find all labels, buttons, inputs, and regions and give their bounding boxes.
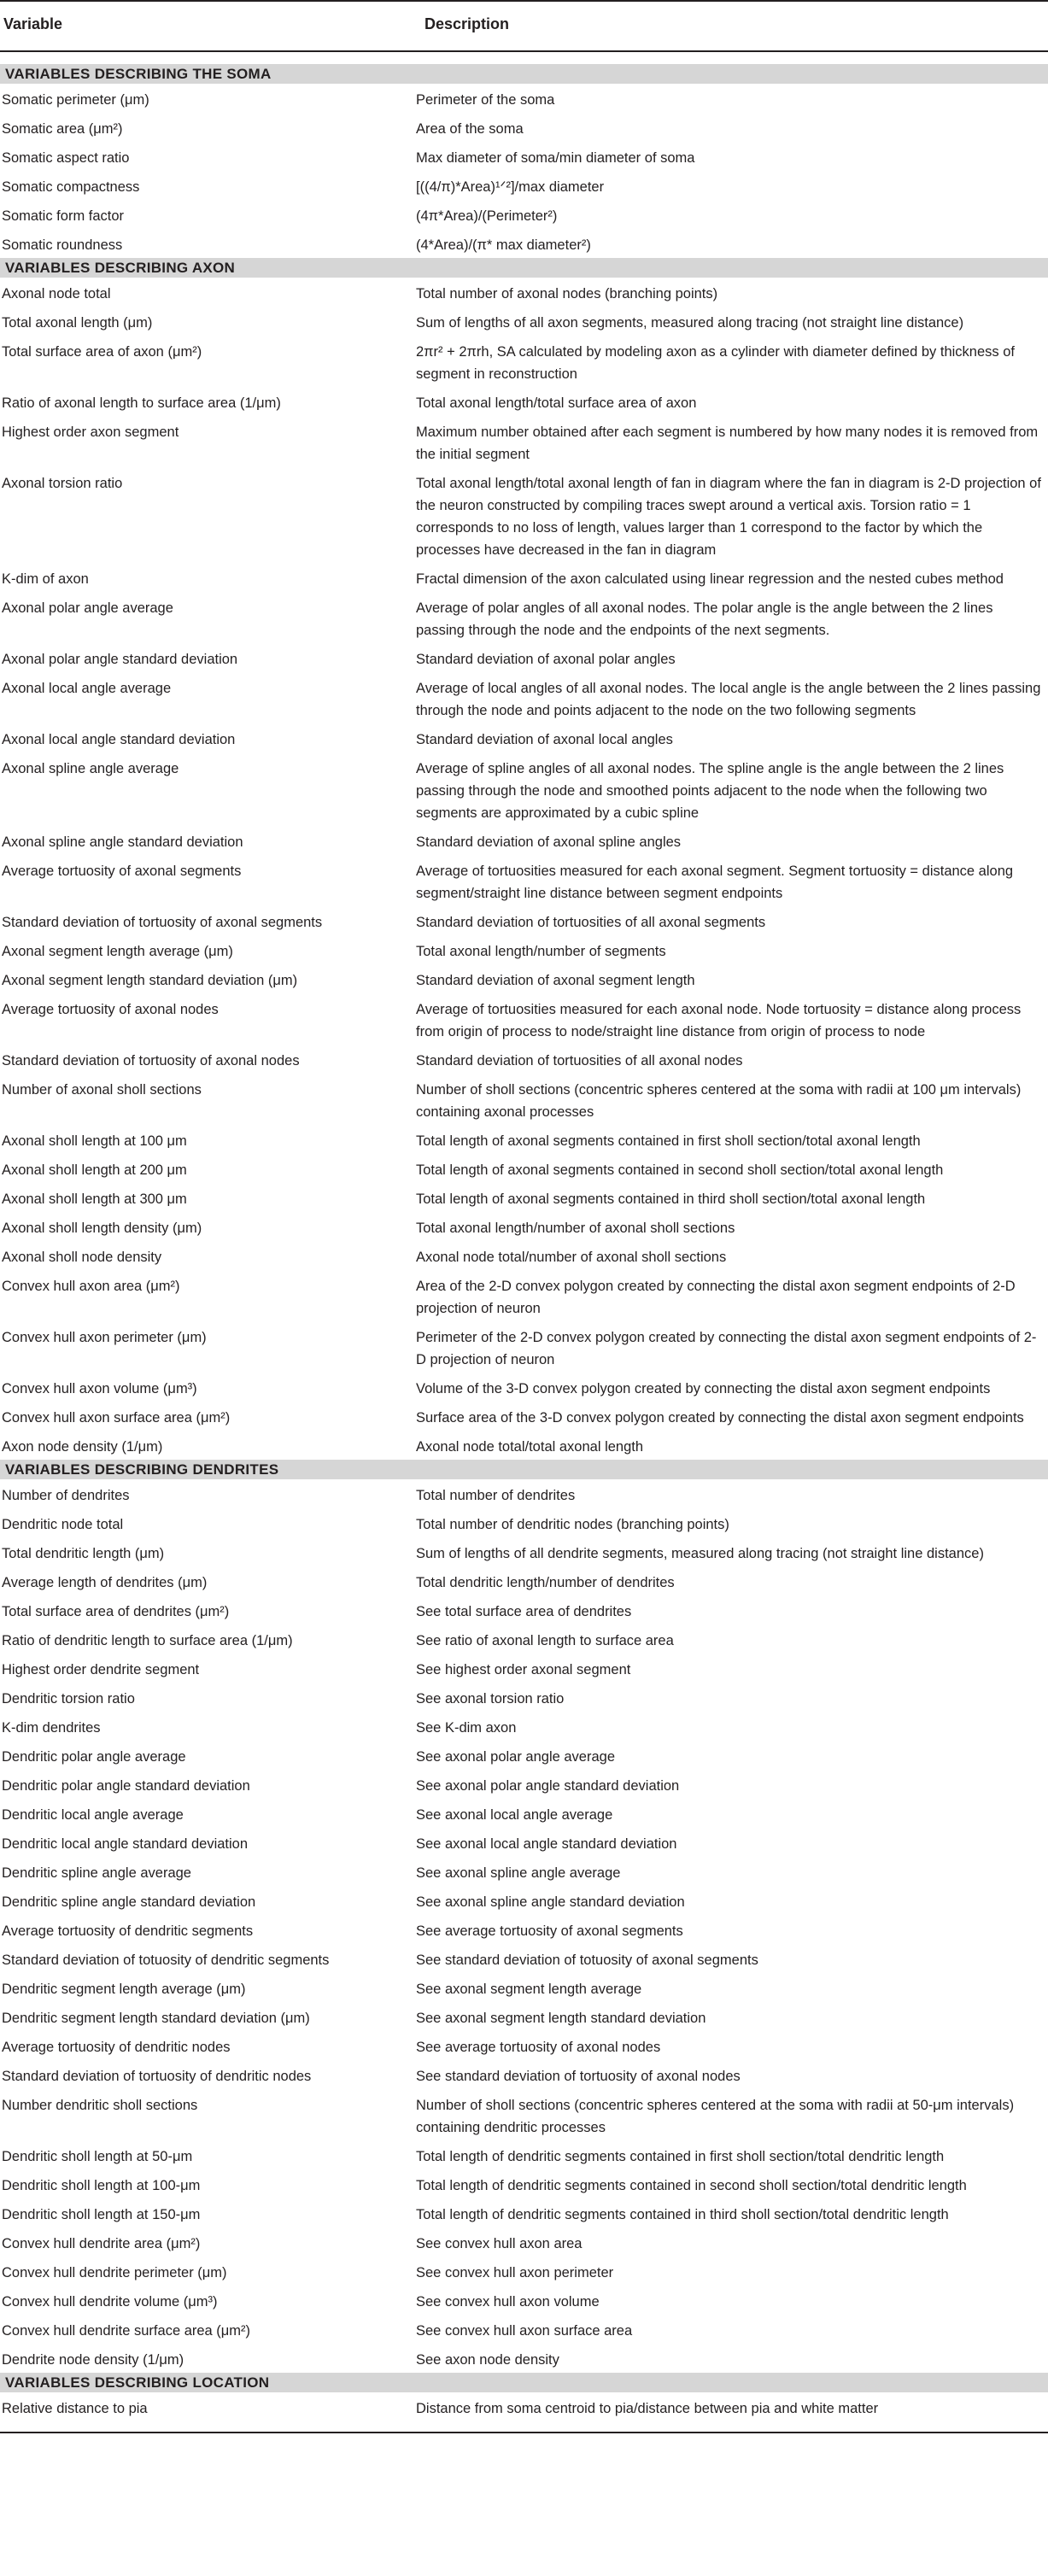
table-row [0,2140,1048,2169]
variable-cell: Dendritic segment length standard deviation (μm) [2,2011,310,2026]
table-row [0,229,1048,258]
variable-cell: Average tortuosity of axonal segments [2,864,242,879]
variable-cell: Convex hull dendrite surface area (μm²) [2,2323,251,2339]
table-row [0,2089,1048,2140]
variable-cell: Convex hull dendrite area (μm²) [2,2236,201,2251]
table-row [0,171,1048,200]
variable-cell: Dendritic spline angle average [2,1865,191,1881]
table-row [0,935,1048,964]
table-row [0,855,1048,906]
spacer-row [0,51,1048,64]
variable-cell: Number of dendrites [2,1488,130,1503]
variable-cell: Axonal polar angle standard deviation [2,652,238,667]
table-body [0,51,1048,2433]
description-cell: Axonal node total/number of axonal sholl sections [416,1250,727,1265]
variable-cell: Average tortuosity of dendritic segments [2,1923,254,1939]
description-cell: 2πr² + 2πrh, SA calculated by modeling axon as a cylinder with diameter defined by thickness of segment in reconstruction [416,344,1016,382]
description-cell: See convex hull axon surface area [416,2323,633,2339]
description-cell: See axonal segment length average [416,1982,642,1997]
description-cell: Average of local angles of all axonal nodes. The local angle is the angle between the 2 lines passing through the node and points adjacent to the node on the two following segments [416,681,1041,718]
variable-cell: Axonal polar angle average [2,600,173,616]
table-row [0,2392,1048,2433]
table-row [0,2315,1048,2344]
description-cell: See standard deviation of tortuosity of axonal nodes [416,2069,741,2084]
description-cell: See axonal local angle standard deviation [416,1836,677,1852]
table-row [0,1431,1048,1460]
variable-cell: Axonal local angle standard deviation [2,732,236,747]
table-row [0,592,1048,643]
description-cell: Total length of dendritic segments contained in second sholl section/total dendritic length [416,2178,967,2193]
variable-cell: Standard deviation of tortuosity of dendritic nodes [2,2069,312,2084]
table-row [0,2286,1048,2315]
table-row [0,1654,1048,1683]
description-cell: [((4/π)*Area)¹ᐟ²]/max diameter [416,179,605,195]
variable-cell: K-dim dendrites [2,1720,101,1736]
table-row [0,2169,1048,2198]
description-cell: See K-dim axon [416,1720,517,1736]
description-cell: See ratio of axonal length to surface area [416,1633,674,1648]
variable-cell: Axonal sholl length at 100 μm [2,1133,187,1149]
table-row [0,1479,1048,1508]
table-row [0,2031,1048,2060]
variable-cell: Average tortuosity of axonal nodes [2,1002,219,1017]
table-row [0,416,1048,467]
variable-cell: Convex hull axon area (μm²) [2,1279,180,1294]
table-row [0,84,1048,113]
description-cell: Surface area of the 3-D convex polygon created by connecting the distal axon segment endpoints [416,1410,1024,1426]
table-row [0,1508,1048,1537]
table-row [0,1799,1048,1828]
variable-cell: Axonal sholl length at 200 μm [2,1162,187,1178]
description-cell: Average of polar angles of all axonal nodes. The polar angle is the angle between the 2 lines passing through the node and the endpoints of the next segments. [416,600,993,638]
variable-cell: Convex hull axon perimeter (μm) [2,1330,207,1345]
table-row [0,723,1048,752]
table-row [0,1595,1048,1625]
variable-cell: Dendritic sholl length at 150-μm [2,2207,201,2222]
table-row [0,1770,1048,1799]
section-title: VARIABLES DESCRIBING LOCATION [0,2373,1048,2392]
description-cell: See convex hull axon area [416,2236,583,2251]
description-cell: Area of the 2-D convex polygon created by connecting the distal axon segment endpoints of 2-D projection of neuron [416,1279,1016,1316]
description-cell: Total axonal length/number of axonal sholl sections [416,1221,735,1236]
description-cell: Total axonal length/number of segments [416,944,666,959]
table-row [0,1537,1048,1566]
description-cell: Sum of lengths of all dendrite segments, measured along tracing (not straight line distance) [416,1546,984,1561]
variable-cell: Relative distance to pia [0,2392,416,2433]
table-row [0,2002,1048,2031]
table-row [0,1373,1048,1402]
variable-cell: Axonal segment length average (μm) [2,944,233,959]
variable-cell: Total surface area of axon (μm²) [2,344,202,360]
variable-cell: Dendrite node density (1/μm) [2,2352,184,2368]
variable-cell: Standard deviation of totuosity of dendritic segments [2,1952,330,1968]
table-row [0,1683,1048,1712]
description-cell: See axonal torsion ratio [416,1691,565,1707]
variable-cell: Somatic area (μm²) [2,121,123,137]
section-title: VARIABLES DESCRIBING DENDRITES [0,1460,1048,1479]
variable-cell: Highest order dendrite segment [2,1662,200,1677]
description-cell: Standard deviation of axonal spline angles [416,834,682,850]
table-row [0,2060,1048,2089]
table-row [0,2257,1048,2286]
table-row [0,2344,1048,2373]
description-cell: See axonal polar angle average [416,1749,616,1765]
description-cell: See axonal spline angle standard deviation [416,1894,685,1910]
table-row [0,563,1048,592]
description-cell: Perimeter of the 2-D convex polygon created by connecting the distal axon segment endpoints of 2-D projection of neuron [416,1330,1037,1367]
table-row [0,1074,1048,1125]
variable-cell: Axonal local angle average [2,681,172,696]
table-row [0,1321,1048,1373]
section-header-row [0,1460,1048,1479]
table-row [0,672,1048,723]
description-cell: Standard deviation of tortuosities of all axonal segments [416,915,766,930]
variable-cell: Standard deviation of tortuosity of axonal nodes [2,1053,300,1068]
description-cell: (4*Area)/(π* max diameter²) [416,237,591,253]
description-cell: Total length of dendritic segments contained in first sholl section/total dendritic length [416,2149,945,2164]
table-row [0,1625,1048,1654]
table-row [0,467,1048,563]
table-row [0,1125,1048,1154]
table-row [0,1915,1048,1944]
variable-cell: Axonal sholl length density (μm) [2,1221,202,1236]
variable-cell: Average length of dendrites (μm) [2,1575,208,1590]
header-description: Description [416,1,1048,51]
table-row [0,906,1048,935]
variable-cell: Dendritic torsion ratio [2,1691,135,1707]
variable-cell: Axonal spline angle average [2,761,179,776]
variable-cell: Number dendritic sholl sections [2,2098,198,2113]
variable-cell: Number of axonal sholl sections [2,1082,202,1098]
variable-cell: Ratio of axonal length to surface area (1/μm) [2,395,281,411]
description-cell: See average tortuosity of axonal nodes [416,2040,661,2055]
table-row [0,993,1048,1045]
table-row [0,1241,1048,1270]
table-row [0,142,1048,171]
description-cell: Total length of dendritic segments contained in third sholl section/total dendritic length [416,2207,949,2222]
description-cell: Total axonal length/total surface area of axon [416,395,697,411]
description-cell: Standard deviation of tortuosities of all axonal nodes [416,1053,743,1068]
description-cell: (4π*Area)/(Perimeter²) [416,208,558,224]
table-row [0,826,1048,855]
description-cell: See axonal local angle average [416,1807,613,1823]
variable-cell: Dendritic polar angle average [2,1749,186,1765]
table-row [0,200,1048,229]
description-cell: Total number of dendritic nodes (branching points) [416,1517,729,1532]
description-cell: Distance from soma centroid to pia/distance between pia and white matter [416,2392,1048,2433]
description-cell: Average of tortuosities measured for each axonal segment. Segment tortuosity = distance along segment/straight line distance between segment endpoints [416,864,1014,901]
table-row [0,1212,1048,1241]
variable-cell: Somatic form factor [2,208,125,224]
description-cell: See convex hull axon perimeter [416,2265,614,2280]
table-row [0,1886,1048,1915]
description-cell: Average of tortuosities measured for each axonal node. Node tortuosity = distance along process from origin of process to node/straight line distance from origin of process to node [416,1002,1022,1039]
table-row [0,387,1048,416]
variable-cell: Convex hull dendrite volume (μm³) [2,2294,218,2310]
table-row [0,278,1048,307]
variable-cell: Somatic aspect ratio [2,150,130,166]
table-row [0,2228,1048,2257]
variable-cell: Ratio of dendritic length to surface area (1/μm) [2,1633,293,1648]
table-row [0,1828,1048,1857]
variable-cell: Total surface area of dendrites (μm²) [2,1604,230,1619]
variable-cell: Somatic roundness [2,237,123,253]
description-cell: Standard deviation of axonal polar angles [416,652,676,667]
variable-cell: Convex hull axon volume (μm³) [2,1381,197,1396]
table-row [0,1741,1048,1770]
description-cell: Total length of axonal segments contained in second sholl section/total axonal length [416,1162,944,1178]
variable-cell: Standard deviation of tortuosity of axonal segments [2,915,323,930]
description-cell: Total number of dendrites [416,1488,576,1503]
variable-cell: Average tortuosity of dendritic nodes [2,2040,231,2055]
description-cell: See convex hull axon volume [416,2294,600,2310]
description-cell: Standard deviation of axonal local angles [416,732,673,747]
variable-cell: Axonal sholl length at 300 μm [2,1191,187,1207]
table-row [0,336,1048,387]
description-cell: Sum of lengths of all axon segments, measured along tracing (not straight line distance) [416,315,964,331]
description-cell: See total surface area of dendrites [416,1604,632,1619]
description-cell: Volume of the 3-D convex polygon created by connecting the distal axon segment endpoints [416,1381,991,1396]
table-row [0,1857,1048,1886]
variable-cell: K-dim of axon [2,571,89,587]
description-cell: Axonal node total/total axonal length [416,1439,644,1455]
description-cell: See axon node density [416,2352,559,2368]
variable-cell: Axonal sholl node density [2,1250,162,1265]
description-cell: Standard deviation of axonal segment length [416,973,695,988]
variable-cell: Dendritic segment length average (μm) [2,1982,246,1997]
table-row [0,1183,1048,1212]
table-row [0,1270,1048,1321]
variable-cell: Dendritic node total [2,1517,124,1532]
description-cell: Area of the soma [416,121,524,137]
section-header-row [0,64,1048,84]
header-variable: Variable [0,1,416,51]
variable-cell: Dendritic local angle standard deviation [2,1836,249,1852]
variable-cell: Axonal node total [2,286,111,302]
section-header-row [0,258,1048,278]
description-cell: Perimeter of the soma [416,92,555,108]
table-row [0,2198,1048,2228]
section-title: VARIABLES DESCRIBING AXON [0,258,1048,278]
description-cell: Average of spline angles of all axonal nodes. The spline angle is the angle between the 2 lines passing through the node and smoothed points adjacent to the node when the following two segments are approximated by a cubic spline [416,761,1004,821]
description-cell: Total number of axonal nodes (branching points) [416,286,718,302]
table-row [0,1566,1048,1595]
variable-cell: Convex hull dendrite perimeter (μm) [2,2265,227,2280]
variable-cell: Total axonal length (μm) [2,315,153,331]
variable-cell: Dendritic sholl length at 50-μm [2,2149,193,2164]
description-cell: Number of sholl sections (concentric spheres centered at the soma with radii at 50-μm intervals) containing dendritic processes [416,2098,1015,2135]
variable-cell: Somatic perimeter (μm) [2,92,149,108]
description-cell: See average tortuosity of axonal segments [416,1923,683,1939]
table-row [0,113,1048,142]
description-cell: Total dendritic length/number of dendrites [416,1575,675,1590]
description-cell: See highest order axonal segment [416,1662,631,1677]
section-header-row [0,2373,1048,2392]
table-row [0,1045,1048,1074]
variable-cell: Highest order axon segment [2,424,179,440]
header-row [0,1,1048,51]
variable-cell: Somatic compactness [2,179,140,195]
description-cell: Number of sholl sections (concentric spheres centered at the soma with radii at 100 μm intervals) containing axonal processes [416,1082,1022,1120]
table-row [0,643,1048,672]
description-cell: See axonal segment length standard deviation [416,2011,706,2026]
table-row [0,307,1048,336]
table-row [0,964,1048,993]
table-row [0,1973,1048,2002]
description-cell: Total length of axonal segments contained in third sholl section/total axonal length [416,1191,926,1207]
variable-cell: Axon node density (1/μm) [2,1439,163,1455]
variable-cell: Axonal segment length standard deviation (μm) [2,973,298,988]
variable-cell: Convex hull axon surface area (μm²) [2,1410,231,1426]
variable-cell: Axonal spline angle standard deviation [2,834,243,850]
section-title: VARIABLES DESCRIBING THE SOMA [0,64,1048,84]
description-cell: See axonal polar angle standard deviation [416,1778,680,1794]
description-cell: Total length of axonal segments contained in first sholl section/total axonal length [416,1133,921,1149]
variable-cell: Dendritic sholl length at 100-μm [2,2178,201,2193]
table-row [0,1402,1048,1431]
variable-cell: Dendritic spline angle standard deviation [2,1894,256,1910]
description-cell: See standard deviation of totuosity of axonal segments [416,1952,758,1968]
variable-cell: Dendritic polar angle standard deviation [2,1778,250,1794]
description-cell: Max diameter of soma/min diameter of soma [416,150,695,166]
table-row [0,1154,1048,1183]
description-cell: Total axonal length/total axonal length of fan in diagram where the fan in diagram is 2-D projection of the neuron constructed by compiling traces swept around a vertical axis. Torsion ratio = 1 corresponds to no loss of length, values larger than 1 correspond to the factor by which the processes have decreased in the fan in diagram [416,476,1041,558]
table-row [0,1712,1048,1741]
table-row [0,752,1048,826]
description-cell: See axonal spline angle average [416,1865,621,1881]
variable-cell: Axonal torsion ratio [2,476,123,491]
variable-cell: Dendritic local angle average [2,1807,184,1823]
description-cell: Fractal dimension of the axon calculated using linear regression and the nested cubes method [416,571,1004,587]
table-row [0,1944,1048,1973]
description-cell: Maximum number obtained after each segment is numbered by how many nodes it is removed from the initial segment [416,424,1039,462]
variable-cell: Total dendritic length (μm) [2,1546,165,1561]
